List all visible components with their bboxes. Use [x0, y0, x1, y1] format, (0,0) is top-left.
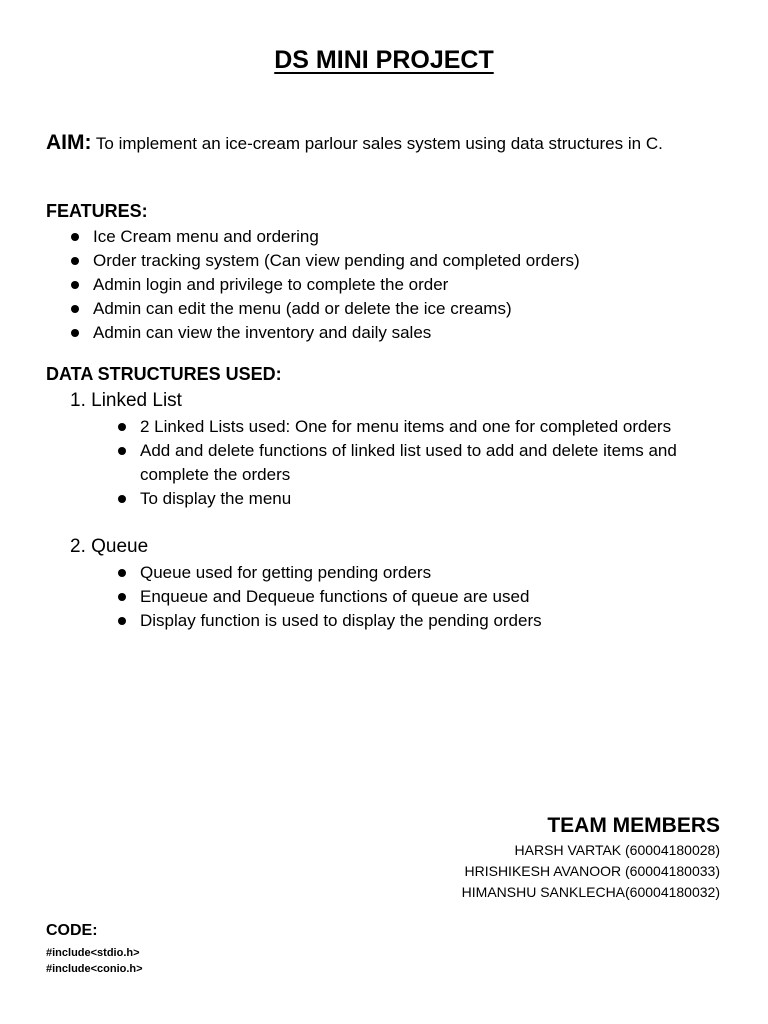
- code-block: [46, 945, 143, 977]
- aim-section: [46, 130, 726, 156]
- list-item: Admin can view the inventory and daily sales: [93, 321, 733, 345]
- bullet-icon: [118, 593, 126, 601]
- list-item: Enqueue and Dequeue functions of queue are used: [140, 585, 715, 609]
- queue-points: [140, 561, 715, 633]
- code-heading: CODE:: [46, 922, 98, 939]
- team-member: HIMANSHU SANKLECHA(60004180032): [461, 884, 720, 900]
- page-title: DS MINI PROJECT: [274, 46, 494, 74]
- list-item: 2 Linked Lists used: One for menu items and one for completed orders: [140, 415, 715, 439]
- code-line: #include<stdio.h>: [46, 947, 140, 959]
- list-item: Admin login and privilege to complete the order: [93, 273, 733, 297]
- data-structures-heading: DATA STRUCTURES USED:: [46, 364, 282, 384]
- bullet-icon: [71, 233, 79, 241]
- team-member: HRISHIKESH AVANOOR (60004180033): [464, 863, 720, 879]
- bullet-icon: [71, 281, 79, 289]
- bullet-icon: [71, 329, 79, 337]
- list-item: Queue used for getting pending orders: [140, 561, 715, 585]
- bullet-icon: [118, 569, 126, 577]
- list-item: Order tracking system (Can view pending and completed orders): [93, 249, 733, 273]
- code-line: #include<conio.h>: [46, 963, 143, 975]
- list-item: Add and delete functions of linked list used to add and delete items and complete the orders: [140, 439, 715, 487]
- team-heading: TEAM MEMBERS: [547, 814, 720, 837]
- list-item: To display the menu: [140, 487, 715, 511]
- aim-text: To implement an ice-cream parlour sales system using data structures in C.: [95, 134, 663, 153]
- queue-heading: 2. Queue: [70, 536, 149, 557]
- list-item: Admin can edit the menu (add or delete the ice creams): [93, 297, 733, 321]
- bullet-icon: [118, 423, 126, 431]
- bullet-icon: [71, 257, 79, 265]
- features-list: [93, 225, 733, 345]
- team-section: [462, 814, 720, 903]
- list-item: Display function is used to display the pending orders: [140, 609, 715, 633]
- team-member: HARSH VARTAK (60004180028): [514, 842, 720, 858]
- linked-list-heading: 1. Linked List: [70, 390, 182, 411]
- bullet-icon: [118, 495, 126, 503]
- bullet-icon: [118, 447, 126, 455]
- bullet-icon: [118, 617, 126, 625]
- aim-label: AIM:: [46, 131, 92, 154]
- bullet-icon: [71, 305, 79, 313]
- features-heading: FEATURES:: [46, 201, 148, 221]
- linked-list-points: [140, 415, 715, 511]
- list-item: Ice Cream menu and ordering: [93, 225, 733, 249]
